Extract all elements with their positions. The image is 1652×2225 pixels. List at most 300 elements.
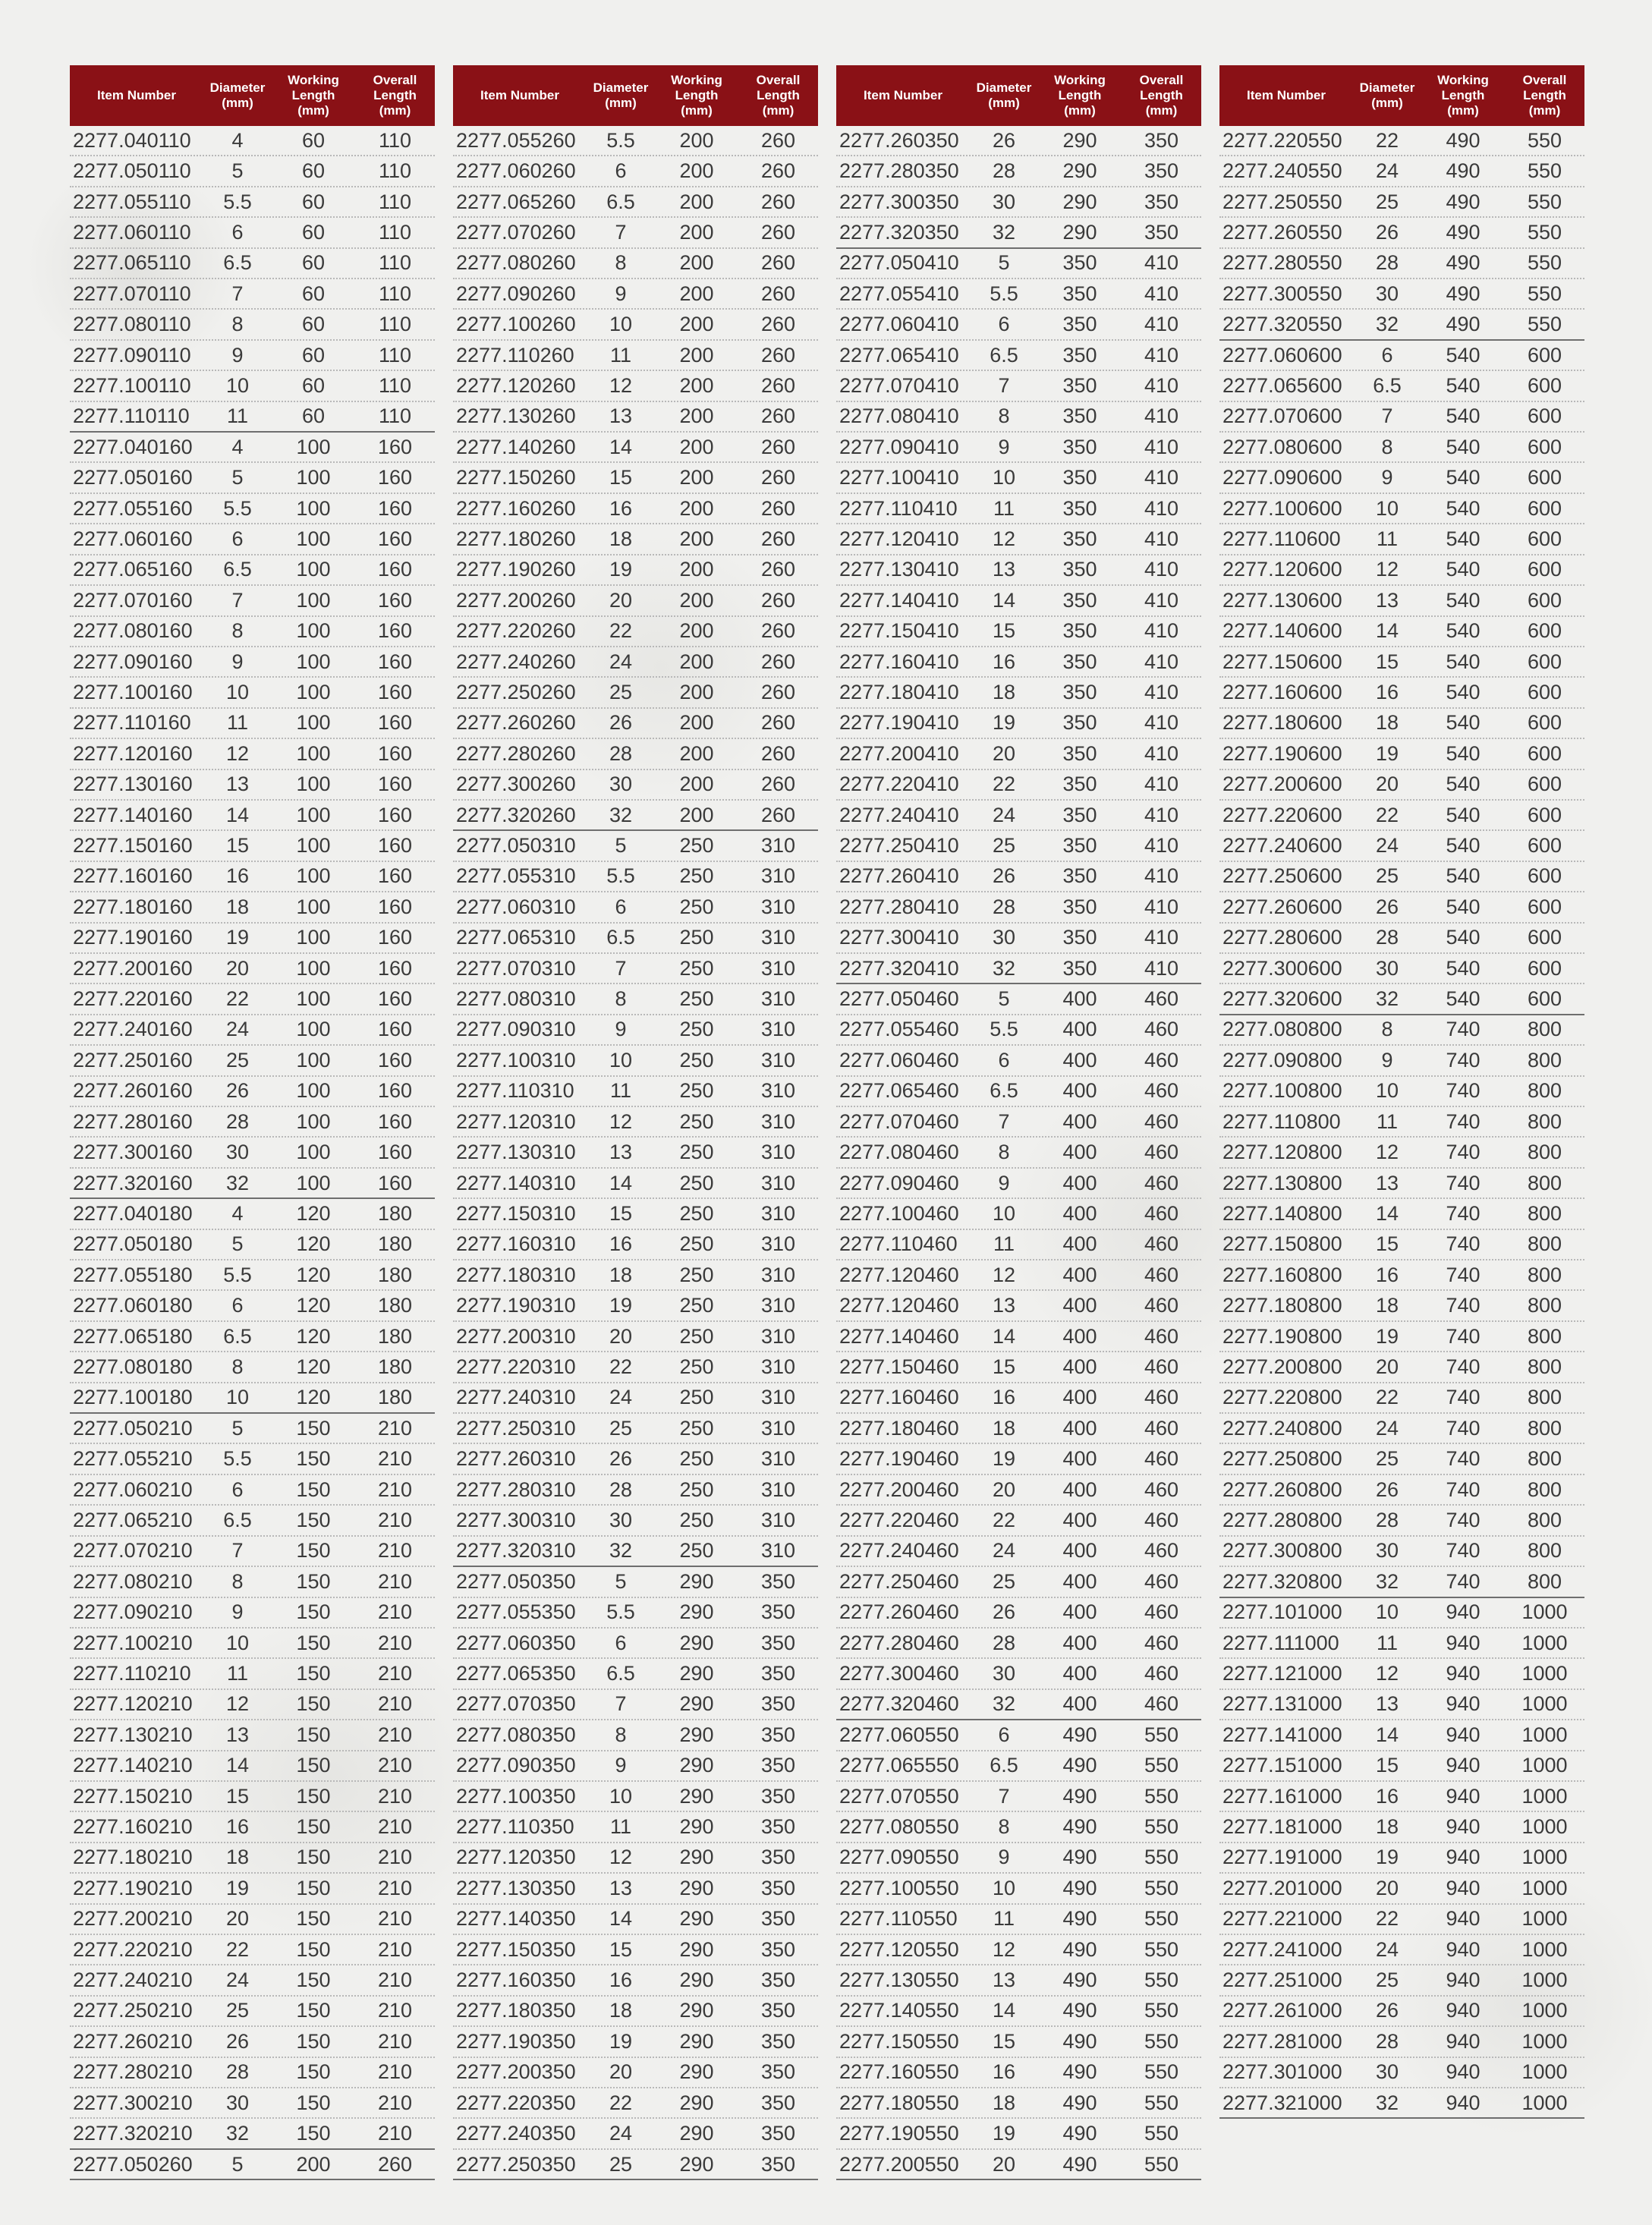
item-number-cell: 2277.100350 — [456, 1784, 576, 1808]
working-length-cell: 400 — [1062, 1018, 1097, 1041]
table-row — [1219, 1506, 1584, 1536]
table-row — [70, 2119, 435, 2149]
overall-length-cell: 410 — [1144, 282, 1179, 305]
diameter-cell: 19 — [1375, 741, 1399, 765]
table-column-4 — [1219, 65, 1584, 2180]
table-row — [453, 1475, 818, 1506]
diameter-cell: 16 — [1375, 1784, 1399, 1808]
item-number-cell: 2277.060350 — [456, 1631, 576, 1654]
overall-length-cell: 260 — [760, 190, 796, 213]
item-number-cell: 2277.150350 — [456, 1937, 576, 1961]
item-number-cell: 2277.090210 — [73, 1600, 193, 1624]
working-length-cell: 250 — [679, 956, 714, 980]
overall-length-cell: 160 — [377, 588, 413, 612]
overall-length-cell: 460 — [1144, 1692, 1179, 1716]
item-number-cell: 2277.110460 — [839, 1232, 958, 1256]
diameter-cell: 26 — [225, 2029, 250, 2053]
overall-length-cell: 350 — [1144, 220, 1179, 244]
working-length-cell: 290 — [679, 1876, 714, 1899]
table-row — [70, 770, 435, 801]
table-row — [1219, 831, 1584, 861]
diameter-cell: 6 — [615, 895, 627, 918]
table-row — [453, 1751, 818, 1782]
working-length-cell: 400 — [1062, 987, 1097, 1011]
diameter-cell: 5.5 — [606, 1600, 635, 1624]
table-row — [453, 279, 818, 310]
table-row — [1219, 1874, 1584, 1904]
diameter-cell: 6 — [1381, 343, 1393, 367]
working-length-cell: 120 — [296, 1232, 331, 1256]
table-row — [836, 647, 1201, 678]
working-length-cell: 350 — [1062, 404, 1097, 428]
diameter-cell: 30 — [609, 1508, 633, 1531]
overall-length-cell: 600 — [1527, 956, 1562, 980]
working-length-cell: 540 — [1446, 834, 1481, 858]
diameter-cell: 7 — [998, 373, 1010, 397]
working-length-cell: 60 — [301, 282, 326, 305]
overall-length-cell: 210 — [377, 1907, 413, 1931]
working-length-cell: 250 — [679, 1141, 714, 1164]
item-number-cell: 2277.320160 — [73, 1171, 193, 1194]
table-row — [70, 862, 435, 892]
diameter-cell: 15 — [225, 834, 250, 858]
working-length-cell: 150 — [296, 1876, 331, 1899]
working-length-cell: 60 — [301, 190, 326, 213]
table-row — [836, 2088, 1201, 2119]
working-length-cell: 400 — [1062, 1508, 1097, 1531]
table-row — [836, 1567, 1201, 1597]
diameter-cell: 25 — [609, 681, 633, 704]
item-number-cell: 2277.130550 — [839, 1969, 959, 1992]
working-length-cell: 350 — [1062, 956, 1097, 980]
table-row — [70, 1015, 435, 1046]
item-number-cell: 2277.300600 — [1222, 956, 1342, 980]
diameter-cell: 4 — [231, 435, 244, 458]
diameter-cell: 15 — [225, 1784, 250, 1808]
item-number-cell: 2277.065310 — [456, 926, 576, 949]
overall-length-cell: 550 — [1144, 1937, 1179, 1961]
item-number-cell: 2277.100160 — [73, 681, 193, 704]
diameter-cell: 10 — [609, 1048, 633, 1072]
overall-length-cell: 800 — [1527, 1355, 1562, 1378]
working-length-cell: 200 — [679, 466, 714, 489]
diameter-cell: 11 — [1376, 1631, 1399, 1654]
product-table-grid — [70, 65, 1584, 2180]
overall-length-cell: 550 — [1144, 2091, 1179, 2114]
table-row — [453, 1690, 818, 1720]
overall-length-cell: 260 — [760, 496, 796, 520]
item-number-cell: 2277.240210 — [73, 1969, 193, 1992]
item-number-cell: 2277.260600 — [1222, 895, 1342, 918]
table-row — [1219, 1383, 1584, 1414]
item-number-cell: 2277.130600 — [1222, 588, 1342, 612]
item-number-cell: 2277.080210 — [73, 1569, 193, 1593]
diameter-cell: 24 — [225, 1969, 250, 1992]
diameter-cell: 7 — [998, 1784, 1010, 1808]
overall-length-cell: 1000 — [1521, 1692, 1568, 1716]
diameter-cell: 25 — [609, 2152, 633, 2176]
table-row — [1219, 1475, 1584, 1506]
item-number-cell: 2277.260800 — [1222, 1478, 1342, 1501]
working-length-cell: 740 — [1446, 1386, 1481, 1409]
item-number-cell: 2277.190600 — [1222, 741, 1342, 765]
diameter-cell: 16 — [609, 1232, 633, 1256]
overall-length-cell: 310 — [760, 1018, 796, 1041]
diameter-cell: 11 — [993, 1907, 1015, 1931]
overall-length-cell: 210 — [377, 1999, 413, 2022]
overall-length-cell: 260 — [760, 282, 796, 305]
table-row — [453, 862, 818, 892]
overall-length-cell: 210 — [377, 1600, 413, 1624]
table-row — [1219, 1720, 1584, 1751]
item-number-cell: 2277.080110 — [73, 313, 191, 336]
overall-length-cell: 350 — [760, 1876, 796, 1899]
table-row — [453, 126, 818, 156]
diameter-cell: 10 — [1375, 1079, 1399, 1103]
item-number-cell: 2277.300210 — [73, 2091, 193, 2114]
item-number-cell: 2277.090350 — [456, 1754, 576, 1777]
diameter-cell: 12 — [992, 1263, 1016, 1286]
diameter-cell: 7 — [231, 282, 244, 305]
overall-length-cell: 160 — [377, 619, 413, 643]
table-row — [453, 924, 818, 954]
overall-length-cell: 600 — [1527, 834, 1562, 858]
overall-length-cell: 410 — [1144, 251, 1179, 275]
table-row — [836, 555, 1201, 586]
item-number-cell: 2277.250210 — [73, 1999, 193, 2022]
working-length-cell: 60 — [301, 404, 326, 428]
working-length-cell: 940 — [1446, 1846, 1481, 1869]
table-row — [1219, 1997, 1584, 2027]
overall-length-cell: 600 — [1527, 343, 1562, 367]
table-row — [836, 1997, 1201, 2027]
table-row — [70, 617, 435, 647]
diameter-cell: 10 — [609, 1784, 633, 1808]
table-row — [453, 617, 818, 647]
table-row — [1219, 2088, 1584, 2119]
overall-length-cell: 410 — [1144, 741, 1179, 765]
diameter-cell: 22 — [609, 2091, 633, 2114]
diameter-cell: 12 — [992, 1937, 1016, 1961]
working-length-cell: 100 — [296, 681, 331, 704]
overall-length-cell: 600 — [1527, 527, 1562, 550]
working-length-cell: 490 — [1062, 1846, 1097, 1869]
table-row — [453, 1506, 818, 1536]
overall-length-cell: 260 — [760, 373, 796, 397]
diameter-cell: 13 — [992, 1294, 1016, 1317]
item-number-cell: 2277.251000 — [1222, 1969, 1342, 1992]
working-length-cell: 740 — [1446, 1171, 1481, 1194]
working-length-cell: 490 — [1446, 190, 1481, 213]
overall-length-cell: 210 — [377, 1508, 413, 1531]
diameter-cell: 26 — [992, 1600, 1016, 1624]
table-row — [836, 1812, 1201, 1843]
diameter-cell: 25 — [1375, 864, 1399, 888]
item-number-cell: 2277.320260 — [456, 803, 576, 826]
diameter-cell: 11 — [1376, 527, 1399, 550]
overall-length-cell: 1000 — [1521, 1784, 1568, 1808]
overall-length-cell: 800 — [1527, 1018, 1562, 1041]
working-length-cell: 740 — [1446, 1478, 1481, 1501]
item-number-cell: 2277.320800 — [1222, 1569, 1342, 1593]
diameter-cell: 5.5 — [223, 1447, 252, 1471]
overall-length-cell: 410 — [1144, 313, 1179, 336]
item-number-cell: 2277.070550 — [839, 1784, 959, 1808]
diameter-cell: 30 — [1375, 956, 1399, 980]
overall-length-cell: 550 — [1527, 251, 1562, 275]
header-overall-length: Overall Length (mm) — [1139, 73, 1184, 118]
diameter-cell: 13 — [992, 558, 1016, 581]
item-number-cell: 2277.320350 — [839, 220, 959, 244]
overall-length-cell: 550 — [1144, 1815, 1179, 1839]
item-number-cell: 2277.050460 — [839, 987, 959, 1011]
item-number-cell: 2277.140210 — [73, 1754, 193, 1777]
diameter-cell: 20 — [992, 741, 1016, 765]
table-row — [1219, 249, 1584, 279]
overall-length-cell: 350 — [760, 1969, 796, 1992]
table-row — [1219, 1965, 1584, 1996]
working-length-cell: 100 — [296, 1018, 331, 1041]
overall-length-cell: 600 — [1527, 803, 1562, 826]
table-row — [70, 1690, 435, 1720]
table-row — [70, 249, 435, 279]
working-length-cell: 400 — [1062, 1201, 1097, 1225]
working-length-cell: 290 — [679, 1969, 714, 1992]
diameter-cell: 28 — [1375, 926, 1399, 949]
working-length-cell: 290 — [679, 1846, 714, 1869]
diameter-cell: 32 — [992, 1692, 1016, 1716]
diameter-cell: 10 — [225, 1386, 250, 1409]
table-row — [836, 249, 1201, 279]
working-length-cell: 350 — [1062, 895, 1097, 918]
working-length-cell: 740 — [1446, 1324, 1481, 1348]
diameter-cell: 8 — [231, 1569, 244, 1593]
diameter-cell: 22 — [609, 1355, 633, 1378]
table-row — [836, 770, 1201, 801]
diameter-cell: 20 — [609, 2060, 633, 2084]
overall-length-cell: 350 — [760, 1723, 796, 1746]
diameter-cell: 13 — [992, 1969, 1016, 1992]
diameter-cell: 5.5 — [223, 190, 252, 213]
table-row — [836, 1935, 1201, 1965]
table-row — [453, 892, 818, 923]
overall-length-cell: 600 — [1527, 435, 1562, 458]
working-length-cell: 540 — [1446, 803, 1481, 826]
diameter-cell: 32 — [992, 956, 1016, 980]
item-number-cell: 2277.120350 — [456, 1846, 576, 1869]
working-length-cell: 100 — [296, 711, 331, 735]
diameter-cell: 24 — [1375, 1416, 1399, 1440]
working-length-cell: 290 — [679, 1692, 714, 1716]
overall-length-cell: 260 — [760, 711, 796, 735]
table-header — [453, 65, 818, 126]
table-row — [836, 1506, 1201, 1536]
working-length-cell: 740 — [1446, 1232, 1481, 1256]
diameter-cell: 18 — [1375, 1815, 1399, 1839]
table-row — [70, 2088, 435, 2119]
item-number-cell: 2277.110350 — [456, 1815, 574, 1839]
working-length-cell: 290 — [679, 2029, 714, 2053]
diameter-cell: 5.5 — [990, 1018, 1018, 1041]
working-length-cell: 100 — [296, 895, 331, 918]
item-number-cell: 2277.250460 — [839, 1569, 959, 1593]
diameter-cell: 22 — [1375, 1907, 1399, 1931]
working-length-cell: 100 — [296, 435, 331, 458]
table-row — [70, 1567, 435, 1597]
item-number-cell: 2277.190410 — [839, 711, 959, 735]
diameter-cell: 9 — [1381, 466, 1393, 489]
item-number-cell: 2277.190310 — [456, 1294, 576, 1317]
table-row — [1219, 494, 1584, 524]
working-length-cell: 150 — [296, 1447, 331, 1471]
diameter-cell: 11 — [993, 496, 1015, 520]
working-length-cell: 250 — [679, 864, 714, 888]
diameter-cell: 6.5 — [223, 251, 252, 275]
header-diameter: Diameter (mm) — [976, 80, 1032, 110]
table-row — [836, 1077, 1201, 1107]
working-length-cell: 490 — [1446, 220, 1481, 244]
diameter-cell: 14 — [992, 1999, 1016, 2022]
item-number-cell: 2277.250600 — [1222, 864, 1342, 888]
working-length-cell: 350 — [1062, 435, 1097, 458]
working-length-cell: 150 — [296, 1478, 331, 1501]
item-number-cell: 2277.180460 — [839, 1416, 959, 1440]
working-length-cell: 150 — [296, 1846, 331, 1869]
overall-length-cell: 410 — [1144, 773, 1179, 796]
working-length-cell: 540 — [1446, 496, 1481, 520]
item-number-cell: 2277.300260 — [456, 773, 576, 796]
item-number-cell: 2277.160210 — [73, 1815, 193, 1839]
item-number-cell: 2277.301000 — [1222, 2060, 1342, 2084]
overall-length-cell: 160 — [377, 496, 413, 520]
diameter-cell: 15 — [609, 466, 633, 489]
diameter-cell: 20 — [1375, 1355, 1399, 1378]
diameter-cell: 8 — [998, 404, 1010, 428]
diameter-cell: 28 — [992, 895, 1016, 918]
working-length-cell: 120 — [296, 1201, 331, 1225]
table-row — [836, 678, 1201, 708]
item-number-cell: 2277.090460 — [839, 1171, 959, 1194]
overall-length-cell: 600 — [1527, 773, 1562, 796]
item-number-cell: 2277.065460 — [839, 1079, 959, 1103]
overall-length-cell: 1000 — [1521, 1937, 1568, 1961]
diameter-cell: 9 — [998, 1846, 1010, 1869]
overall-length-cell: 210 — [377, 1846, 413, 1869]
working-length-cell: 100 — [296, 987, 331, 1011]
item-number-cell: 2277.180160 — [73, 895, 193, 918]
item-number-cell: 2277.280210 — [73, 2060, 193, 2084]
working-length-cell: 540 — [1446, 711, 1481, 735]
table-row — [453, 1015, 818, 1046]
table-row — [70, 494, 435, 524]
diameter-cell: 30 — [225, 1141, 250, 1164]
diameter-cell: 24 — [609, 1386, 633, 1409]
diameter-cell: 22 — [225, 987, 250, 1011]
diameter-cell: 16 — [992, 650, 1016, 673]
overall-length-cell: 460 — [1144, 1386, 1179, 1409]
diameter-cell: 10 — [992, 1876, 1016, 1899]
working-length-cell: 200 — [679, 343, 714, 367]
overall-length-cell: 160 — [377, 1048, 413, 1072]
overall-length-cell: 210 — [377, 1692, 413, 1716]
table-row — [836, 463, 1201, 493]
item-number-cell: 2277.120800 — [1222, 1141, 1342, 1164]
item-number-cell: 2277.065210 — [73, 1508, 193, 1531]
table-row — [1219, 954, 1584, 984]
overall-length-cell: 210 — [377, 1815, 413, 1839]
item-number-cell: 2277.140600 — [1222, 619, 1342, 643]
working-length-cell: 740 — [1446, 1569, 1481, 1593]
table-row — [70, 1138, 435, 1168]
working-length-cell: 290 — [679, 2152, 714, 2176]
table-row — [1219, 1199, 1584, 1229]
working-length-cell: 940 — [1446, 1662, 1481, 1685]
diameter-cell: 14 — [225, 1754, 250, 1777]
table-row — [1219, 1322, 1584, 1352]
overall-length-cell: 210 — [377, 1478, 413, 1501]
overall-length-cell: 310 — [760, 1478, 796, 1501]
table-row — [1219, 1169, 1584, 1199]
overall-length-cell: 460 — [1144, 1631, 1179, 1654]
diameter-cell: 14 — [1375, 1723, 1399, 1746]
table-row — [836, 279, 1201, 310]
overall-length-cell: 160 — [377, 803, 413, 826]
table-row — [836, 310, 1201, 340]
diameter-cell: 8 — [615, 1723, 627, 1746]
overall-length-cell: 460 — [1144, 1478, 1179, 1501]
diameter-cell: 12 — [1375, 1141, 1399, 1164]
overall-length-cell: 350 — [760, 2060, 796, 2084]
working-length-cell: 490 — [1062, 2152, 1097, 2176]
item-number-cell: 2277.110210 — [73, 1662, 191, 1685]
item-number-cell: 2277.100410 — [839, 466, 959, 489]
working-length-cell: 250 — [679, 1232, 714, 1256]
table-row — [836, 1751, 1201, 1782]
table-row — [70, 1107, 435, 1138]
working-length-cell: 100 — [296, 496, 331, 520]
diameter-cell: 9 — [1381, 1048, 1393, 1072]
table-row — [453, 984, 818, 1015]
item-number-cell: 2277.160600 — [1222, 681, 1342, 704]
working-length-cell: 100 — [296, 803, 331, 826]
diameter-cell: 7 — [231, 588, 244, 612]
item-number-cell: 2277.200550 — [839, 2152, 959, 2176]
item-number-cell: 2277.080180 — [73, 1355, 193, 1378]
working-length-cell: 490 — [1446, 251, 1481, 275]
diameter-cell: 8 — [998, 1815, 1010, 1839]
table-row — [836, 954, 1201, 984]
table-row — [1219, 555, 1584, 586]
diameter-cell: 28 — [609, 1478, 633, 1501]
item-number-cell: 2277.100260 — [456, 313, 576, 336]
overall-length-cell: 550 — [1144, 1846, 1179, 1869]
item-number-cell: 2277.240800 — [1222, 1416, 1342, 1440]
diameter-cell: 24 — [1375, 834, 1399, 858]
working-length-cell: 200 — [679, 681, 714, 704]
item-number-cell: 2277.250800 — [1222, 1447, 1342, 1471]
table-row — [1219, 402, 1584, 433]
item-number-cell: 2277.101000 — [1222, 1600, 1342, 1624]
table-row — [453, 1629, 818, 1659]
diameter-cell: 6 — [615, 159, 627, 183]
item-number-cell: 2277.100110 — [73, 373, 191, 397]
overall-length-cell: 310 — [760, 1324, 796, 1348]
table-row — [836, 1291, 1201, 1321]
item-number-cell: 2277.040110 — [73, 128, 191, 152]
working-length-cell: 290 — [679, 1815, 714, 1839]
working-length-cell: 740 — [1446, 1416, 1481, 1440]
overall-length-cell: 1000 — [1521, 1723, 1568, 1746]
